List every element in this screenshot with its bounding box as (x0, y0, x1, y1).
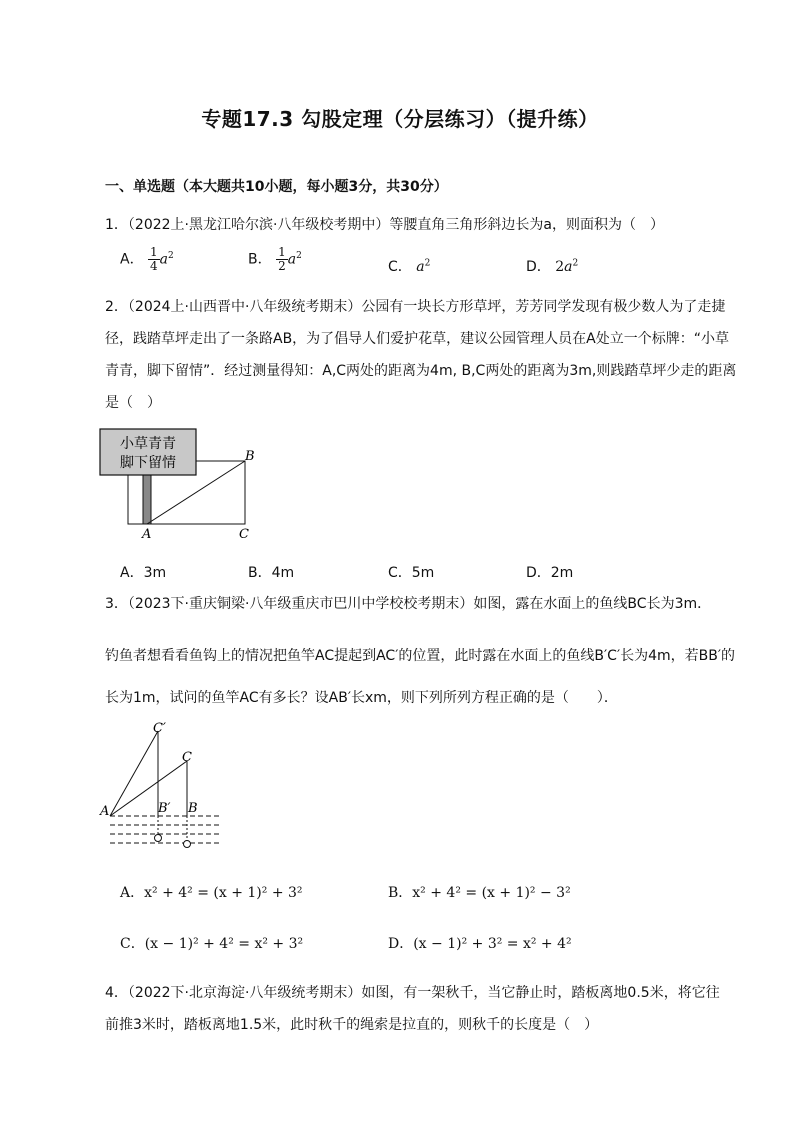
q3-label-c-prime: C′ (153, 721, 166, 736)
q3-option-b: B．x² + 4² = (x + 1)² − 3² (388, 885, 571, 901)
q3-option-a: A．x² + 4² = (x + 1)² + 3² (120, 885, 303, 901)
q3-label-b: B (188, 801, 198, 816)
q2-line-1: 2．（2024上·山西晋中·八年级统考期末）公园有一块长方形草坪，芳芳同学发现有极少数人为了走捷 (105, 299, 726, 315)
q3-option-c: C．(x − 1)² + 4² = x² + 3² (120, 936, 304, 952)
q3-rod-ac-prime (110, 731, 158, 816)
q1-option-a-label: A． (120, 251, 144, 268)
q1-option-d-label: D． (526, 259, 551, 275)
q2-label-b: B (245, 449, 255, 464)
q3-label-b-prime: B′ (158, 801, 171, 816)
q3-rod-ac (110, 761, 187, 816)
q3-label-c: C (182, 750, 192, 765)
q2-sign-line-1: 小草青青 (120, 436, 176, 452)
q1-stem: 1．（2022上·黑龙江哈尔滨·八年级校考期中）等腰直角三角形斜边长为a，则面积为（ ） (105, 217, 665, 233)
q4-line-2: 前推3米时，踏板离地1.5米，此时秋千的绳索是拉直的，则秋千的长度是（ ） (105, 1017, 599, 1033)
q4-line-1: 4．（2022下·北京海淀·八年级统考期末）如图，有一架秋千，当它静止时，踏板离地0.5米，将它往 (105, 985, 720, 1001)
q1-option-d: D． $2a^2$ (526, 258, 579, 275)
q1-option-c: C． $a^2$ (388, 258, 431, 275)
q2-figure (95, 424, 275, 554)
q1-option-b: B． $\frac{1}{2}$ $a^2$ (248, 245, 302, 273)
q3-option-d: D．(x − 1)² + 3² = x² + 4² (388, 936, 572, 952)
page-title: 专题17.3 勾股定理（分层练习）（提升练） (201, 107, 599, 131)
q2-line-2: 径，践踏草坪走出了一条路AB，为了倡导人们爱护花草，建议公园管理人员在A处立一个标牌：“小草 (105, 331, 730, 347)
q2-line-4: 是（ ） (105, 395, 161, 411)
q2-option-c: C．5m (388, 565, 435, 581)
q1-option-b-label: B． (248, 251, 272, 268)
q2-option-b: B．4m (248, 565, 295, 581)
q2-label-c: C (239, 527, 249, 542)
q1-option-a-fraction: $\frac{1}{4}$ (150, 245, 158, 273)
q3-figure (95, 718, 235, 858)
q1-option-c-label: C． (388, 259, 412, 275)
q2-sign-line-2: 脚下留情 (120, 455, 176, 471)
q3-hook-1 (155, 835, 162, 842)
q3-line-1: 3．（2023下·重庆铜梁·八年级重庆市巴川中学校校考期末）如图，露在水面上的鱼线BC长为3m． (105, 596, 712, 612)
q3-label-a: A (100, 804, 110, 819)
q3-line-3: 长为1m，试问的鱼竿AC有多长？设AB′长xm，则下列所列方程正确的是（ ）． (105, 690, 618, 706)
q2-label-a: A (142, 527, 152, 542)
q2-sign-post (143, 474, 151, 524)
q1-option-b-fraction: $\frac{1}{2}$ (278, 245, 286, 273)
q2-line-3: 青青，脚下留情”．经过测量得知：A,C两处的距离为4m, B,C两处的距离为3m,则践踏草坪少走的距离 (105, 363, 737, 379)
q2-option-a: A．3m (120, 565, 167, 581)
section-heading: 一、单选题（本大题共10小题，每小题3分，共30分） (105, 179, 448, 195)
q2-option-d: D．2m (526, 565, 574, 581)
q3-line-2: 钓鱼者想看看鱼钩上的情况把鱼竿AC提起到AC′的位置，此时露在水面上的鱼线B′C′长为4m，若BB′的 (105, 648, 736, 664)
q1-option-a: A． $\frac{1}{4}$ $a^2$ (120, 245, 174, 273)
q3-hook-2 (184, 841, 191, 848)
